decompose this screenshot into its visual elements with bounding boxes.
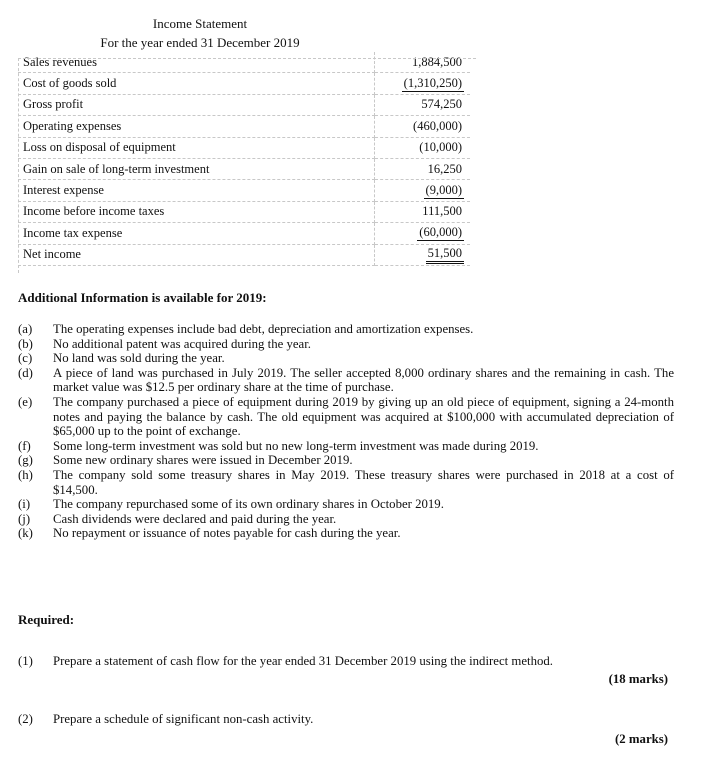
statement-row bbox=[18, 73, 475, 94]
row-amount bbox=[375, 52, 470, 73]
item-letter: (f) bbox=[18, 438, 31, 453]
statement-row bbox=[18, 52, 475, 73]
item-text: Some new ordinary shares were issued in December 2019. bbox=[53, 453, 353, 468]
statement-row bbox=[18, 159, 475, 180]
row-label: Sales revenues bbox=[18, 52, 375, 73]
row-amount bbox=[375, 223, 470, 244]
item-text: No land was sold during the year. bbox=[53, 351, 225, 366]
statement-row bbox=[18, 223, 475, 244]
item-letter: (k) bbox=[18, 526, 33, 541]
item-text: Cash dividends were declared and paid during the year. bbox=[53, 511, 337, 526]
task-text: Prepare a statement of cash flow for the year ended 31 December 2019 using the indirect method. bbox=[53, 654, 553, 668]
statement-rows bbox=[18, 52, 475, 266]
statement-period: For the year ended 31 December 2019 bbox=[100, 35, 300, 50]
statement-row bbox=[18, 245, 475, 266]
row-label: Gross profit bbox=[18, 95, 375, 116]
info-item bbox=[18, 512, 674, 527]
task-number: (1) bbox=[18, 654, 33, 668]
task-1-marks: (18 marks) bbox=[608, 672, 668, 686]
task-2 bbox=[18, 712, 313, 727]
row-label: Gain on sale of long-term investment bbox=[18, 159, 375, 180]
amount-value: 16,250 bbox=[427, 161, 462, 176]
row-amount bbox=[375, 202, 470, 223]
info-item bbox=[18, 439, 674, 454]
amount-value: (9,000) bbox=[425, 182, 462, 197]
task-number: (2) bbox=[18, 712, 33, 726]
item-text: No additional patent was acquired during the year. bbox=[53, 336, 311, 351]
item-text: The company purchased a piece of equipment during 2019 by giving up an old piece of equipment, signing a 24-month notes and paying the balance by cash. The old equipment was acquired at $100,000 with accumulated depreciation of $65,000 up to the point of exchange. bbox=[53, 394, 674, 439]
statement-row bbox=[18, 116, 475, 137]
row-label: Cost of goods sold bbox=[18, 73, 375, 94]
statement-header bbox=[18, 14, 382, 52]
amount-value: 111,500 bbox=[422, 204, 462, 219]
info-item bbox=[18, 453, 674, 468]
amount-value: (10,000) bbox=[419, 140, 462, 155]
item-text: The company repurchased some of its own ordinary shares in October 2019. bbox=[53, 497, 444, 512]
row-label: Operating expenses bbox=[18, 116, 375, 137]
row-label: Income before income taxes bbox=[18, 202, 375, 223]
additional-info-list bbox=[18, 322, 674, 541]
info-item bbox=[18, 322, 674, 337]
info-item bbox=[18, 351, 674, 366]
statement-title: Income Statement bbox=[152, 16, 248, 31]
item-letter: (e) bbox=[18, 394, 33, 409]
row-amount bbox=[375, 245, 470, 266]
item-text: A piece of land was purchased in July 2019. The seller accepted 8,000 ordinary shares and the remaining in cash. The market value was $12.5 per ordinary share at the time of purchase. bbox=[53, 365, 674, 395]
statement-row bbox=[18, 202, 475, 223]
item-letter: (b) bbox=[18, 336, 33, 351]
statement-row bbox=[18, 138, 475, 159]
info-item bbox=[18, 395, 674, 439]
item-text: The company sold some treasury shares in May 2019. These treasury shares were purchased in 2018 at a cost of $14,500. bbox=[53, 467, 674, 497]
task-1 bbox=[18, 654, 553, 669]
item-letter: (j) bbox=[18, 511, 31, 526]
item-letter: (a) bbox=[18, 322, 33, 336]
info-item bbox=[18, 526, 674, 541]
row-amount bbox=[375, 159, 470, 180]
amount-value: (460,000) bbox=[413, 118, 462, 133]
item-letter: (i) bbox=[18, 497, 31, 512]
item-letter: (d) bbox=[18, 365, 33, 380]
row-amount bbox=[375, 180, 470, 201]
statement-row bbox=[18, 180, 475, 201]
info-item bbox=[18, 337, 674, 352]
statement-row bbox=[18, 95, 475, 116]
amount-value: (60,000) bbox=[419, 225, 462, 240]
row-label: Net income bbox=[18, 245, 375, 266]
item-text: Some long-term investment was sold but no new long-term investment was made during 2019. bbox=[53, 438, 539, 453]
amount-value: (1,310,250) bbox=[403, 75, 462, 90]
item-letter: (h) bbox=[18, 467, 33, 482]
item-text: The operating expenses include bad debt, depreciation and amortization expenses. bbox=[53, 322, 474, 336]
additional-info-title: Additional Information is available for 2019: bbox=[18, 290, 267, 305]
amount-value: 574,250 bbox=[421, 97, 462, 112]
info-item bbox=[18, 497, 674, 512]
row-label: Interest expense bbox=[18, 180, 375, 201]
row-amount bbox=[375, 73, 470, 94]
row-amount bbox=[375, 116, 470, 137]
amount-value: 51,500 bbox=[426, 246, 464, 264]
required-title: Required: bbox=[18, 612, 75, 627]
info-item bbox=[18, 468, 674, 497]
task-2-marks: (2 marks) bbox=[615, 732, 668, 746]
row-amount bbox=[375, 138, 470, 159]
row-label: Income tax expense bbox=[18, 223, 375, 244]
info-item bbox=[18, 366, 674, 395]
item-text: No repayment or issuance of notes payable for cash during the year. bbox=[53, 526, 401, 541]
item-letter: (c) bbox=[18, 351, 33, 366]
amount-value: 1,884,500 bbox=[412, 54, 462, 69]
task-text: Prepare a schedule of significant non-cash activity. bbox=[53, 712, 314, 726]
row-amount bbox=[375, 95, 470, 116]
item-letter: (g) bbox=[18, 453, 33, 468]
row-label: Loss on disposal of equipment bbox=[18, 138, 375, 159]
income-statement bbox=[18, 14, 475, 266]
